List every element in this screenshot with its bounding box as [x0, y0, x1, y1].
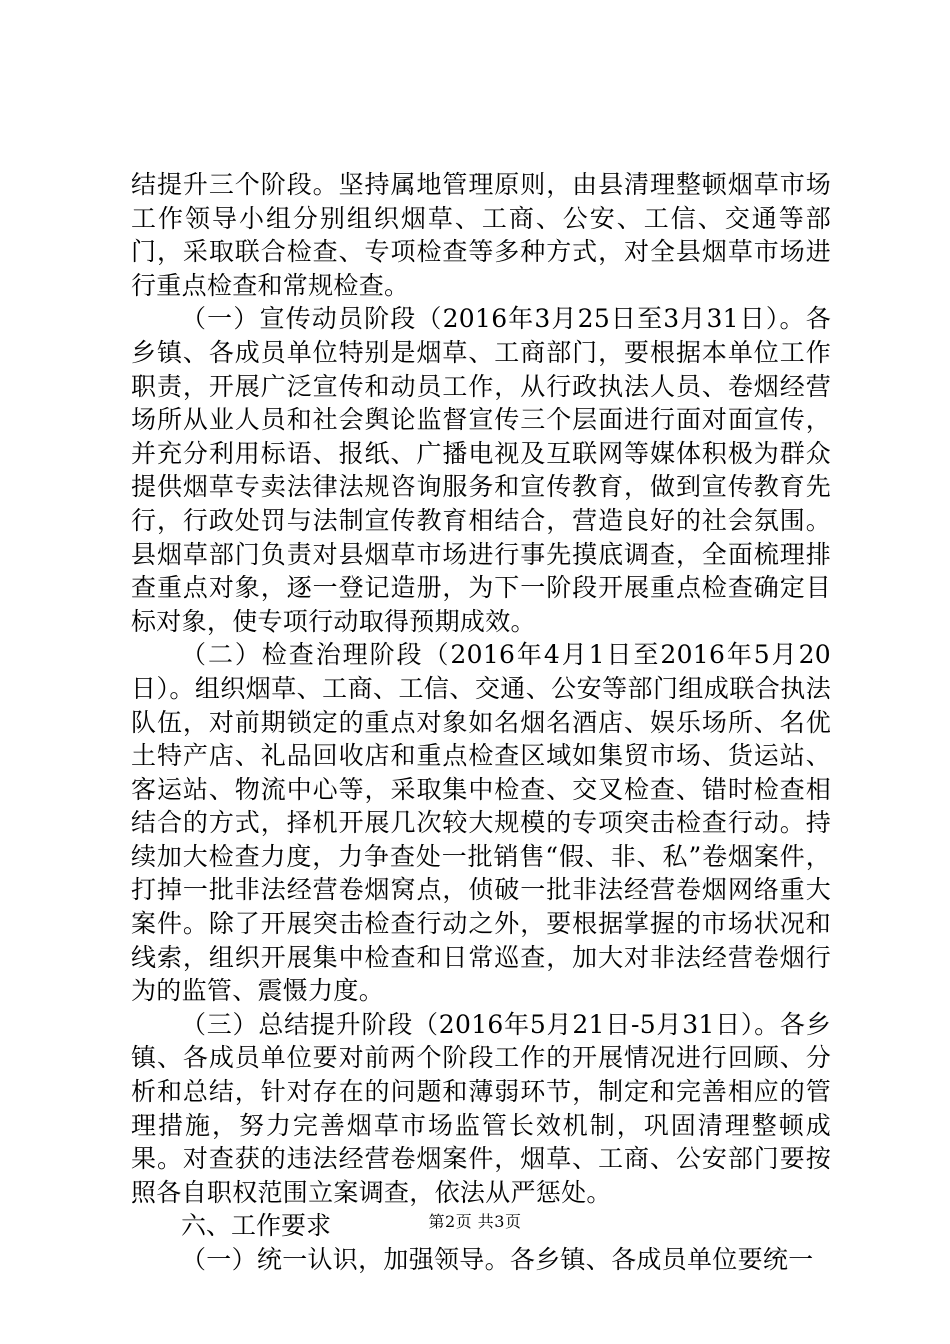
- section-heading: 六、工作要求: [181, 1211, 332, 1241]
- paragraph-stage-one: （一）宣传动员阶段（2016年3月25日至3月31日）。各乡镇、各成员单位特别是烟草、工商部门，要根据本单位工作职责，开展广泛宣传和动员工作，从行政执法人员、卷烟经营场所从业人员和社会舆论监督宣传三个层面进行面对面宣传，并充分利用标语、报纸、广播电视及互联网等媒体积极为群众提供烟草专卖法律法规咨询服务和宣传教育，做到宣传教育先行，行政处罚与法制宣传教育相结合，营造良好的社会氛围。县烟草部门负责对县烟草市场进行事先摸底调查，全面梳理排查重点对象，逐一登记造册，为下一阶段开展重点检查确定目标对象，使专项行动取得预期成效。: [131, 304, 831, 636]
- paragraph-stage-two: （二）检查治理阶段（2016年4月1日至2016年5月20日）。组织烟草、工商、工信、交通、公安等部门组成联合执法队伍，对前期锁定的重点对象如名烟名酒店、娱乐场所、名优土特产店、礼品回收店和重点检查区域如集贸市场、货运站、客运站、物流中心等，采取集中检查、交叉检查、错时检查相结合的方式，择机开展几次较大规模的专项突击检查行动。持续加大检查力度，力争查处一批销售“假、非、私”卷烟案件，打掉一批非法经营卷烟窝点，侦破一批非法经营卷烟网络重大案件。除了开展突击检查行动之外，要根据掌握的市场状况和线索，组织开展集中检查和日常巡查，加大对非法经营卷烟行为的监管、震慑力度。: [131, 640, 831, 1006]
- paragraph-requirement-one: （一）统一认识，加强领导。各乡镇、各成员单位要统一: [181, 1245, 814, 1274]
- document-body: [131, 168, 831, 1277]
- page-footer: 第2页 共3页: [428, 1212, 522, 1231]
- paragraph-stage-three: （三）总结提升阶段（2016年5月21日-5月31日）。各乡镇、各成员单位要对前两个阶段工作的开展情况进行回顾、分析和总结，针对存在的问题和薄弱环节，制定和完善相应的管理措施，努力完善烟草市场监管长效机制，巩固清理整顿成果。对查获的违法经营卷烟案件，烟草、工商、公安部门要按照各自职权范围立案调查，依法从严惩处。: [131, 1009, 831, 1207]
- paragraph-intro: 结提升三个阶段。坚持属地管理原则，由县清理整顿烟草市场工作领导小组分别组织烟草、工商、公安、工信、交通等部门，采取联合检查、专项检查等多种方式，对全县烟草市场进行重点检查和常规检查。: [131, 170, 831, 300]
